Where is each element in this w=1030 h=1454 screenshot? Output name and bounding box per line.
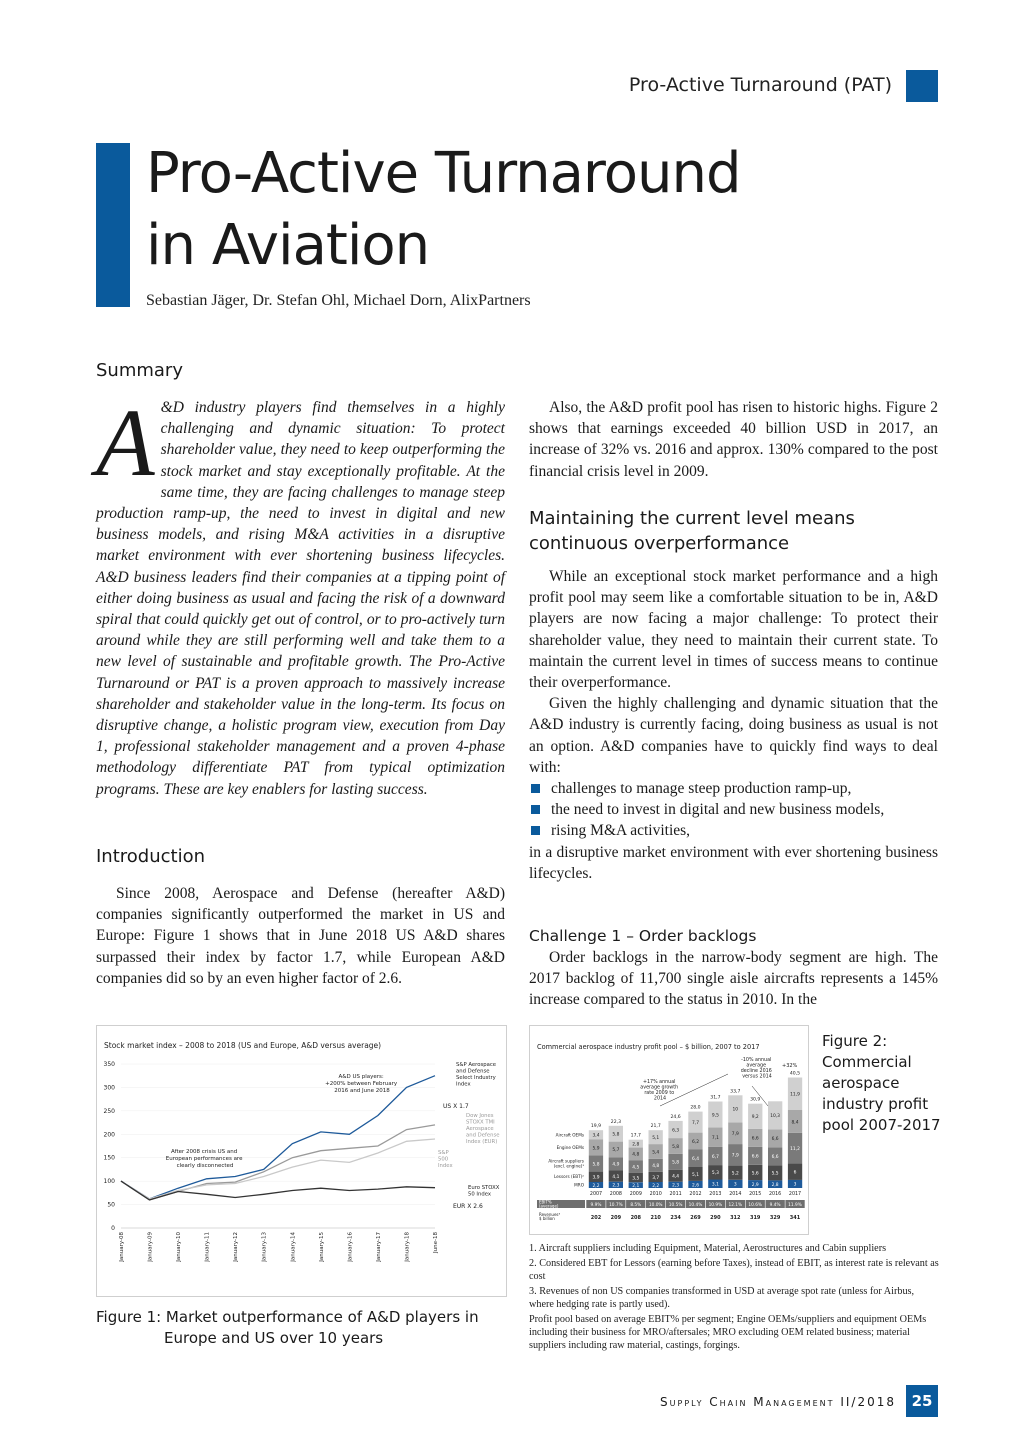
right-column-body <box>529 566 938 884</box>
figure1-x-tick: January-16 <box>347 1232 354 1262</box>
figure2-segment-label: 2,8 <box>771 1183 779 1188</box>
legend-line: Select Industry <box>456 1075 496 1081</box>
legend-line: Aerospace <box>466 1126 494 1132</box>
figure2-ebit-value: 10.4% <box>688 1202 703 1208</box>
figure2-segment-name <box>548 1159 584 1169</box>
figure2-revenue-value: 210 <box>650 1215 661 1221</box>
figure2-total-label: 21,7 <box>650 1124 661 1130</box>
figure1-series-line-3 <box>121 1181 435 1200</box>
annotation-line: rate 2009 to <box>644 1091 675 1096</box>
introduction-heading: Introduction <box>96 846 206 867</box>
figure2-segment-label: 9,2 <box>751 1115 759 1121</box>
journal-footer: Supply Chain Management II/2018 <box>660 1395 896 1409</box>
figure2-total-label: 31,7 <box>710 1095 721 1101</box>
figure2-revenue-value: 234 <box>670 1215 681 1221</box>
figure2-segment-label: 4,8 <box>652 1164 660 1170</box>
legend-line: and Defense <box>456 1068 490 1075</box>
figure1-x-tick: January-17 <box>375 1232 382 1262</box>
figure2-segment-label: 6,7 <box>711 1154 719 1160</box>
figure1-x-tick: January-13 <box>261 1232 268 1262</box>
annotation-line: clearly disconnected <box>176 1163 234 1169</box>
figure2-note-extra: Profit pool based on average EBIT% per segment; Engine OEMs/suppliers and equipment OEMs including their business for MRO/aftersales; MRO excluding OEM related business; material suppliers including raw material, castings, forgings. <box>529 1314 927 1351</box>
figure2-year-label: 2015 <box>749 1192 762 1197</box>
figure1-caption-line2: Europe and US over 10 years <box>164 1329 384 1347</box>
figure2-segment-label: 6 <box>793 1170 797 1176</box>
figure1-series-line-2 <box>121 1139 435 1199</box>
figure2-segment-label: 4,9 <box>612 1162 620 1168</box>
figure2-notes <box>529 1242 941 1352</box>
figure2-segment-label: 8,4 <box>791 1120 799 1126</box>
figure2-segment-label: 10 <box>732 1107 739 1113</box>
figure2-segment-label: 3 <box>793 1182 797 1188</box>
figure2-note-3: 3. Revenues of non US companies transformed in USD at average spot rate (unless for Airbus, where hedging rate is partly used). <box>529 1286 915 1310</box>
figure1-y-tick: 50 <box>107 1201 115 1209</box>
figure2-segment-label: 2,9 <box>751 1182 759 1188</box>
summary-body: &D industry players find themselves in a highly challenging and dynamic situation: To protect shareholder value, they need to keep outperforming the stock market and stay exceptionally profitable. At the same time, they are facing challenges to manage steep production ramp-up, the need to invest in digital and new business models, and rising M&A activities in a disruptive market environment with ever shortening business lifecycles. A&D business leaders find their companies at a tipping point of either doing business as usual and facing the risk of a downward spiral that could quickly get out of control, or to pro-actively turn around while they are still performing well and take them to a new level of sustainable and profitable growth. The Pro-Active Turnaround or PAT is a proven approach to massively increase shareholder and stakeholder value in the long-term. Its focus on disruptive change, a holistic program view, execution from Day 1, professional stakeholder management and a proven 4-phase methodology differentiate PAT from typical optimization programs. These are key enablers for lasting success. <box>96 399 505 798</box>
figure2-segment-label: 3,7 <box>652 1175 660 1181</box>
running-header: Pro-Active Turnaround (PAT) <box>628 74 892 96</box>
figure2-caption: Figure 2: Commercial aerospace industry profit pool 2007-2017 <box>822 1032 941 1134</box>
list-item: the need to invest in digital and new business models, <box>529 799 938 820</box>
figure2-ebit-value: 10.9% <box>708 1202 723 1208</box>
figure2-segment-label: 2,3 <box>612 1183 620 1189</box>
figure2-revenue-value: 290 <box>710 1215 721 1221</box>
figure2-segment-label: 6,3 <box>672 1128 680 1134</box>
figure2-segment-name <box>574 1183 585 1188</box>
figure2-segment-label: 2,6 <box>692 1183 699 1189</box>
figure2-segment-label: 6,2 <box>692 1139 699 1145</box>
figure2-ebit-value: 10.7% <box>609 1202 623 1208</box>
title-accent-bar <box>96 143 130 307</box>
row-label-line: (average) <box>539 1203 559 1209</box>
figure1-y-tick: 200 <box>103 1131 115 1139</box>
annotation-line: +17% annual <box>642 1080 676 1085</box>
figure2-year-label: 2016 <box>768 1192 782 1197</box>
figure2-revenue-value: 209 <box>610 1215 622 1221</box>
figure1-chart <box>97 1026 506 1296</box>
order-backlog-paragraph: Order backlogs in the narrow-body segment are high. The 2017 backlog of 11,700 single aisle aircrafts represents a 145% increase compared to the status in 2010. In the <box>529 949 938 1009</box>
figure1-legend-sp-ad <box>456 1062 498 1088</box>
figure2-year-label: 2008 <box>609 1192 623 1197</box>
figure2-segment-label: 6,6 <box>751 1136 759 1142</box>
figure2-segment-label: 5,2 <box>731 1171 739 1177</box>
figure2-segment-label: 2,2 <box>652 1183 660 1189</box>
figure1-x-tick: January-10 <box>176 1232 183 1262</box>
situation-paragraph: Given the highly challenging and dynamic situation that the A&D industry is currently facing, doing business as usual is not an option. A&D companies have to quickly find ways to deal with: <box>529 695 938 776</box>
figure2-segment-label: 7,1 <box>711 1135 719 1141</box>
figure2-ebit-value: 12.1% <box>728 1202 743 1208</box>
figure2-segment-label: 9,5 <box>711 1113 719 1119</box>
segment-name-line: Aircraft OEMs <box>555 1132 584 1138</box>
legend-line: Index (EUR) <box>466 1139 498 1145</box>
segment-name-line: (excl. engine)¹ <box>553 1163 584 1169</box>
figure2-note-2: 2. Considered EBT for Lessors (earning before Taxes), instead of EBIT, as interest rate is relevant as cost <box>529 1258 939 1282</box>
figure1-x-tick: June-18 <box>433 1232 439 1253</box>
figure2-total-label: 19,9 <box>590 1124 602 1130</box>
figure2-segment-label: 4,4 <box>672 1174 680 1180</box>
figure2-total-label: 30,9 <box>750 1097 761 1103</box>
figure2-year-label: 2009 <box>629 1192 642 1197</box>
legend-line: Euro STOXX <box>468 1185 500 1191</box>
figure2-segment-label: 5,9 <box>592 1146 600 1152</box>
article-title-line1: Pro-Active Turnaround <box>146 141 741 206</box>
figure2-annotation-decline <box>741 1057 774 1080</box>
figure2-total-label: 17,7 <box>630 1133 641 1139</box>
figure1-x-tick: January-12 <box>233 1232 240 1262</box>
figure2-chart <box>530 1026 808 1234</box>
figure2-segment-name <box>554 1174 584 1179</box>
figure2-segment-label: 6,6 <box>771 1137 779 1143</box>
figure2-revenue-value: 341 <box>789 1215 801 1221</box>
figure2-segment-label: 5,8 <box>592 1162 600 1168</box>
figure1-x-tick: January-15 <box>318 1232 325 1262</box>
profit-pool-paragraph: Also, the A&D profit pool has risen to historic highs. Figure 2 shows that earnings exceeded 40 billion USD in 2017, an increase of 32% vs. 2016 and approx. 130% compared to the post financial crisis level in 2009. <box>529 399 938 480</box>
article-title <box>146 138 741 282</box>
annotation-line: versus 2014 <box>742 1074 772 1080</box>
figure1-x-tick: January-09 <box>147 1232 154 1262</box>
annotation-line: +200% between February <box>325 1081 398 1087</box>
figure2-segment-name <box>557 1145 584 1150</box>
figure2-segment-label: 5,1 <box>692 1172 699 1178</box>
annotation-line: average growth <box>640 1085 679 1091</box>
list-item: challenges to manage steep production ramp-up, <box>529 778 938 799</box>
legend-line: S&P Aerospace <box>456 1062 497 1068</box>
figure2-note-1: 1. Aircraft suppliers including Equipment, Material, Aerostructures and Cabin suppliers <box>529 1243 887 1254</box>
figure2-year-label: 2011 <box>669 1192 682 1197</box>
figure2-segment-label: 4,5 <box>632 1165 640 1171</box>
figure2-year-label: 2007 <box>589 1192 603 1197</box>
figure2-segment-label: 5,8 <box>672 1160 680 1166</box>
figure1-legend-eurostoxx <box>468 1185 501 1198</box>
figure2-chart-box <box>529 1025 809 1235</box>
figure2-segment-label: 5,8 <box>672 1144 680 1150</box>
introduction-text: Since 2008, Aerospace and Defense (hereafter A&D) companies significantly outperformed the market in US and Europe: Figure 1 shows that in June 2018 US A&D shares surpassed their index by factor 1.7, while European A&D companies did so by an even higher factor of 2.6. <box>96 885 505 987</box>
figure2-segment-label: 5,6 <box>751 1171 759 1177</box>
segment-name-line: MRO <box>574 1182 584 1188</box>
figure1-series-line-0 <box>121 1076 435 1199</box>
figure1-x-tick: January-14 <box>290 1232 297 1262</box>
lifecycle-paragraph: in a disruptive market environment with ever shortening business lifecycles. <box>529 843 938 882</box>
figure2-total-label: 33,7 <box>730 1089 741 1095</box>
figure2-segment-label: 2,1 <box>632 1183 640 1189</box>
figure2-segment-label: 5,1 <box>652 1135 660 1141</box>
figure2-revenue-value: 312 <box>730 1215 741 1221</box>
figure2-chart-title: Commercial aerospace industry profit pool – $ billion, 2007 to 2017 <box>537 1043 760 1051</box>
challenge1-heading: Challenge 1 – Order backlogs <box>529 927 757 945</box>
figure2-segment-label: 5,7 <box>612 1148 620 1154</box>
figure2-segment-label: 5,5 <box>771 1171 779 1177</box>
figure2-year-label: 2017 <box>788 1192 802 1197</box>
summary-text <box>96 389 505 800</box>
figure1-annotation-crisis <box>166 1149 244 1169</box>
figure2-revenue-value: 202 <box>590 1215 602 1221</box>
figure2-segment-label: 3,5 <box>632 1176 640 1182</box>
figure1-annotation-us-players <box>325 1074 399 1094</box>
annotation-line: A&D US players: <box>338 1074 384 1080</box>
figure1-x-tick: January-18 <box>404 1232 411 1262</box>
figure1-y-tick: 150 <box>103 1154 115 1162</box>
segment-name-line: Engine OEMs <box>556 1145 584 1150</box>
figure2-segment-label: 3,4 <box>592 1133 600 1139</box>
figure1-chart-title: Stock market index – 2008 to 2018 (US and Europe, A&D versus average) <box>104 1041 382 1050</box>
legend-line: Dow Jones <box>466 1113 494 1119</box>
row-label-line: Revenues³ <box>539 1212 561 1217</box>
figure2-ebit-value: 11.9% <box>788 1202 802 1208</box>
figure2-decline-arrow <box>752 1086 768 1106</box>
legend-line: Index <box>456 1081 471 1088</box>
figure2-segment-label: 5,4 <box>652 1150 660 1156</box>
list-item: rising M&A activities, <box>529 820 938 841</box>
figure2-segment-label: 4,1 <box>612 1174 620 1180</box>
figure2-year-label: 2010 <box>649 1192 662 1197</box>
figure2-segment-label: 3 <box>733 1182 737 1188</box>
figure2-year-label: 2014 <box>729 1192 742 1197</box>
figure2-segment-label: 7,7 <box>692 1120 699 1126</box>
figure2-ebit-value: 9.4% <box>769 1202 781 1208</box>
legend-line: and Defense <box>466 1132 500 1139</box>
figure2-segment-label: 2,8 <box>632 1142 640 1148</box>
figure2-segment-label: 5,3 <box>711 1171 719 1177</box>
figure2-segment-label: 7,9 <box>731 1153 739 1159</box>
segment-name-line: Lessors (EBT)² <box>553 1174 584 1180</box>
figure2-ebit-value: 8.5% <box>630 1202 642 1208</box>
legend-line: 500 <box>438 1156 449 1163</box>
summary-heading: Summary <box>96 360 183 381</box>
figure2-segment-label: 6,6 <box>771 1155 779 1161</box>
legend-line: S&P <box>438 1150 449 1156</box>
figure2-ebit-value: 10.6% <box>748 1202 763 1208</box>
figure2-segment-label: 6,4 <box>692 1157 699 1163</box>
row-label-line: EBIT% <box>539 1199 552 1205</box>
annotation-line: average <box>746 1063 767 1069</box>
figure1-us-factor: US X 1.7 <box>443 1103 469 1110</box>
legend-line: STOXX TMI <box>466 1119 495 1126</box>
figure1-chart-box <box>96 1025 507 1297</box>
figure2-total-label: 22,3 <box>610 1119 622 1125</box>
figure2-revenue-value: 329 <box>769 1215 781 1221</box>
figure2-segment-label: 2,3 <box>672 1183 680 1189</box>
article-title-line2: in Aviation <box>146 213 430 278</box>
overperformance-paragraph: While an exceptional stock market performance and a high profit pool may seem like a comfortable situation to be in, A&D players are now facing a major challenge: To protect their shareholder value, they need to maintain their current state. To maintain the current level in times of success means to continue their overperformance. <box>529 568 938 692</box>
row-label-line: $ billion <box>539 1216 555 1221</box>
figure2-revenue-value: 269 <box>690 1215 701 1221</box>
figure2-segment-label: 2,2 <box>592 1183 600 1189</box>
figure2-segment-label: 3,9 <box>592 1175 600 1181</box>
annotation-line: decline 2016 <box>740 1069 772 1074</box>
summary-dropcap: A <box>96 389 155 496</box>
overperformance-heading: Maintaining the current level means continuous overperformance <box>529 508 855 554</box>
figure2-revenue-row-label <box>539 1212 561 1221</box>
figure2-revenue-value: 208 <box>630 1215 642 1221</box>
figure2-year-label: 2012 <box>689 1192 702 1197</box>
figure1-y-tick: 250 <box>103 1107 115 1115</box>
annotation-line: European performances are <box>165 1156 243 1162</box>
segment-name-line: Aircraft suppliers <box>548 1158 584 1164</box>
figure1-eur-factor: EUR X 2.6 <box>453 1203 483 1210</box>
figure1-x-tick: January-08 <box>119 1232 125 1262</box>
figure1-y-tick: 300 <box>103 1084 115 1092</box>
figure2-segment-label: 5,8 <box>612 1132 620 1138</box>
annotation-line: 2016 and June 2018 <box>334 1088 390 1094</box>
figure2-total-label: 28,0 <box>690 1105 701 1111</box>
figure2-segment-label: 3,1 <box>711 1182 719 1188</box>
figure2-ebit-value: 10.5% <box>668 1202 683 1208</box>
figure1-legend-sp500 <box>438 1150 453 1169</box>
figure1-caption <box>96 1307 505 1349</box>
legend-line: 50 Index <box>468 1191 492 1198</box>
figure2-ebit-value: 9.9% <box>590 1202 602 1208</box>
challenge-list <box>529 778 938 842</box>
figure2-segment-label: 11,2 <box>790 1147 800 1152</box>
figure1-caption-line1: Figure 1: Market outperformance of A&D players in <box>96 1308 479 1326</box>
figure2-segment-label: 10,3 <box>770 1114 780 1120</box>
annotation-line: 2014 <box>653 1096 667 1102</box>
legend-line: Index <box>438 1163 453 1169</box>
annotation-line: -10% annual <box>741 1058 772 1063</box>
figure2-annotation-increase: +32% <box>782 1063 798 1069</box>
page-number: 25 <box>906 1385 938 1417</box>
figure2-segment-label: 6,6 <box>751 1154 759 1160</box>
figure2-year-label: 2013 <box>709 1192 722 1197</box>
figure1-x-tick: January-11 <box>204 1232 211 1262</box>
figure1-legend-djstoxx <box>466 1113 501 1145</box>
figure2-ebit-value: 10.0% <box>648 1202 663 1208</box>
authors: Sebastian Jäger, Dr. Stefan Ohl, Michael Dorn, AlixPartners <box>146 292 531 309</box>
figure1-y-tick: 100 <box>103 1178 115 1186</box>
figure2-revenue-value: 319 <box>749 1215 761 1221</box>
figure2-segment-label: 4,8 <box>632 1152 640 1158</box>
figure2-annotation-growth <box>640 1079 679 1102</box>
figure2-total-label: 40,5 <box>789 1071 801 1077</box>
figure1-y-tick: 0 <box>111 1225 115 1232</box>
figure2-segment-label: 7,9 <box>731 1132 739 1138</box>
figure2-total-label: 24,6 <box>670 1114 681 1120</box>
figure1-y-tick: 350 <box>103 1061 115 1068</box>
figure2-segment-name <box>556 1132 584 1137</box>
annotation-line: After 2008 crisis US and <box>171 1149 238 1155</box>
header-accent-box <box>906 70 938 102</box>
figure2-segment-label: 11,9 <box>790 1092 800 1098</box>
